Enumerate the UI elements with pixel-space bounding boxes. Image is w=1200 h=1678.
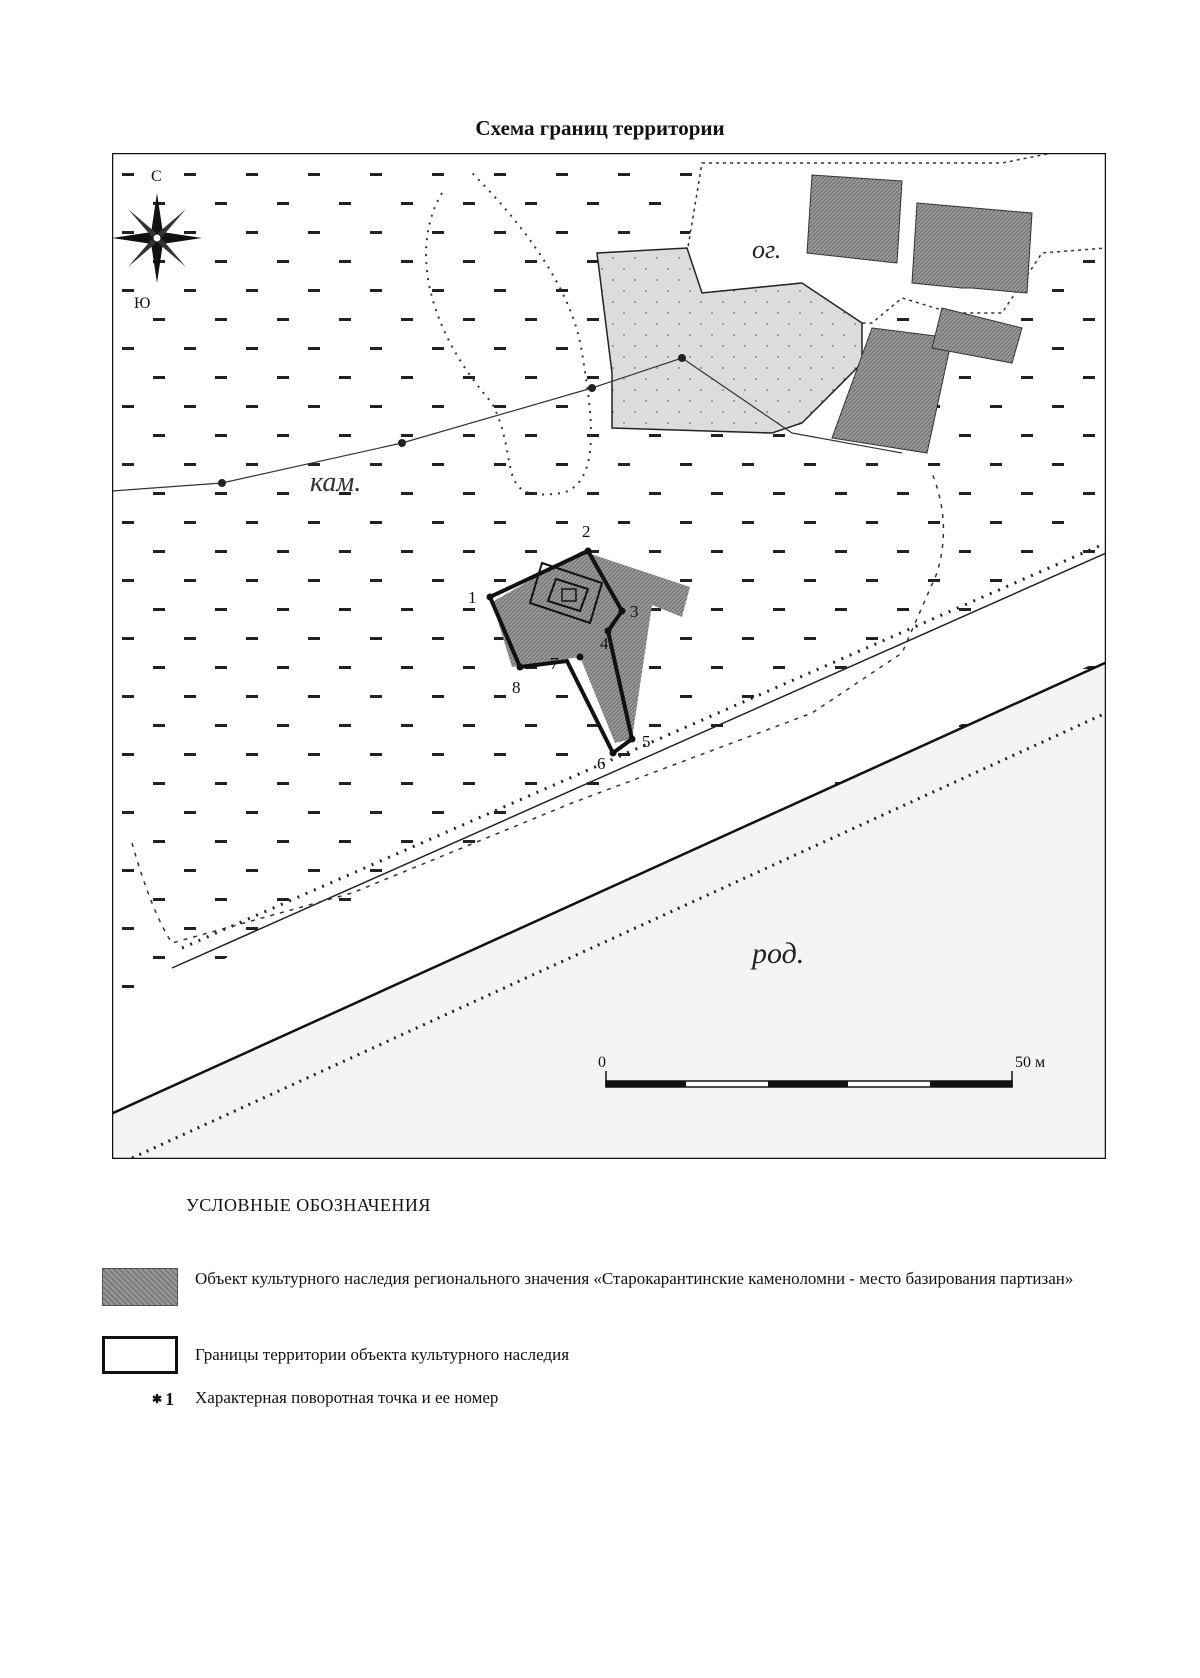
boundary-rectangle-icon — [102, 1336, 178, 1374]
turning-point-label: 6 — [597, 754, 606, 773]
turning-point-marker — [619, 608, 626, 615]
compass-south-label: Ю — [134, 295, 151, 312]
legend-item-object-text: Объект культурного наследия регионального значения «Старокарантинские каменоломни - место базирования партизан» — [195, 1269, 1074, 1288]
place-label-kam: кам. — [310, 467, 362, 498]
turning-point-marker — [585, 548, 592, 555]
turning-point-symbol — [152, 1389, 174, 1410]
turning-point-marker — [577, 654, 584, 661]
turning-point-label: 3 — [630, 602, 639, 621]
map — [112, 153, 1106, 1159]
place-label-rod: род. — [752, 937, 805, 970]
turning-point-marker — [610, 750, 617, 757]
scale-start-label: 0 — [598, 1054, 606, 1071]
turning-point-label: 7 — [550, 654, 559, 673]
legend-item-point-text: Характерная поворотная точка и ее номер — [195, 1388, 499, 1407]
compass-north-label: С — [151, 168, 162, 185]
scale-end-label: 50 м — [1015, 1054, 1046, 1071]
hatched-gray-swatch-icon — [102, 1268, 178, 1306]
turning-point-label: 4 — [600, 634, 609, 653]
legend-heading: УСЛОВНЫЕ ОБОЗНАЧЕНИЯ — [186, 1195, 431, 1215]
place-label-og: ог. — [752, 235, 782, 264]
turning-point-label: 2 — [582, 522, 591, 541]
turning-point-marker — [517, 664, 524, 671]
turning-point-label: 1 — [468, 588, 477, 607]
turning-point-marker — [629, 736, 636, 743]
turning-point-label: 8 — [512, 678, 521, 697]
page-title: Схема границ территории — [475, 116, 725, 140]
turning-point-label: 5 — [642, 732, 651, 751]
turning-point-symbol-number: 1 — [165, 1389, 175, 1409]
turning-point-marker — [487, 594, 494, 601]
legend-item-boundary-text: Границы территории объекта культурного наследия — [195, 1345, 570, 1364]
turning-point-star-icon: ✱ — [152, 1392, 163, 1406]
